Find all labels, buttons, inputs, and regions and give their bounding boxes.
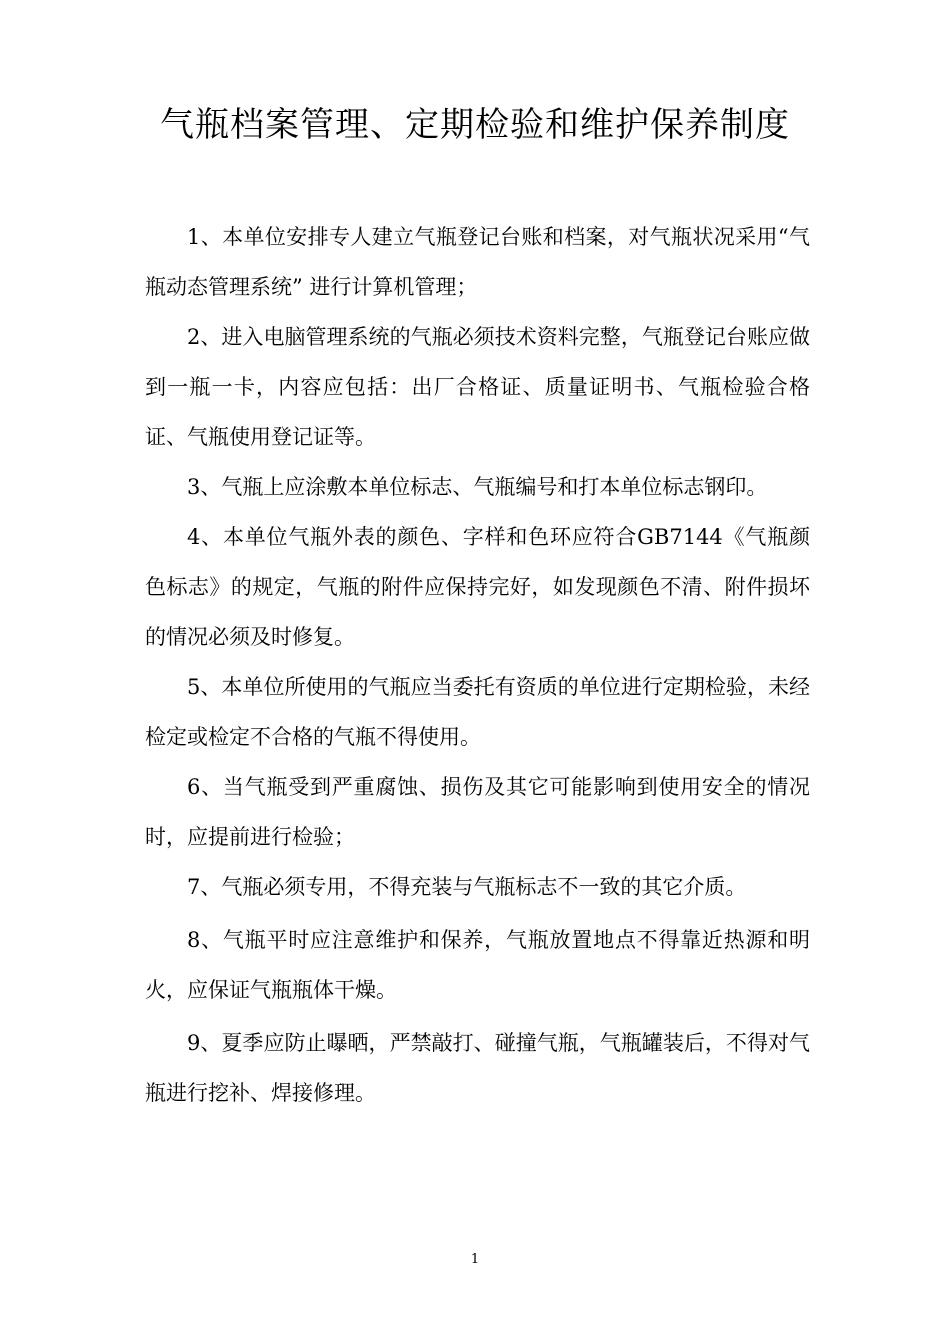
paragraph-6: 6、当气瓶受到严重腐蚀、损伤及其它可能影响到使用安全的情况时，应提前进行检验； [145,775,810,849]
paragraph-3: 3、气瓶上应涂敷本单位标志、气瓶编号和打本单位标志钢印。 [187,475,768,499]
paragraph-1: 1、本单位安排专人建立气瓶登记台账和档案，对气瓶状况采用“气瓶动态管理系统” 进行计算机管理； [145,225,810,299]
paragraph-7: 7、气瓶必须专用，不得充装与气瓶标志不一致的其它介质。 [187,875,747,899]
document-title: 气瓶档案管理、定期检验和维护保养制度 [160,105,790,145]
paragraph-5: 5、本单位所使用的气瓶应当委托有资质的单位进行定期检验，未经检定或检定不合格的气瓶不得使用。 [145,675,810,749]
paragraph-8: 8、气瓶平时应注意维护和保养，气瓶放置地点不得靠近热源和明火，应保证气瓶瓶体干燥。 [145,928,810,1002]
paragraph-4: 4、本单位气瓶外表的颜色、字样和色环应符合GB7144《气瓶颜色标志》的规定，气瓶的附件应保持完好，如发现颜色不清、附件损坏的情况必须及时修复。 [145,525,810,649]
paragraph-9: 9、夏季应防止曝晒，严禁敲打、碰撞气瓶，气瓶罐装后，不得对气瓶进行挖补、焊接修理。 [145,1031,810,1105]
page-number: 1 [470,1252,480,1267]
paragraph-2: 2、进入电脑管理系统的气瓶必须技术资料完整，气瓶登记台账应做到一瓶一卡，内容应包括：出厂合格证、质量证明书、气瓶检验合格证、气瓶使用登记证等。 [145,325,810,449]
document-body [145,212,810,1118]
